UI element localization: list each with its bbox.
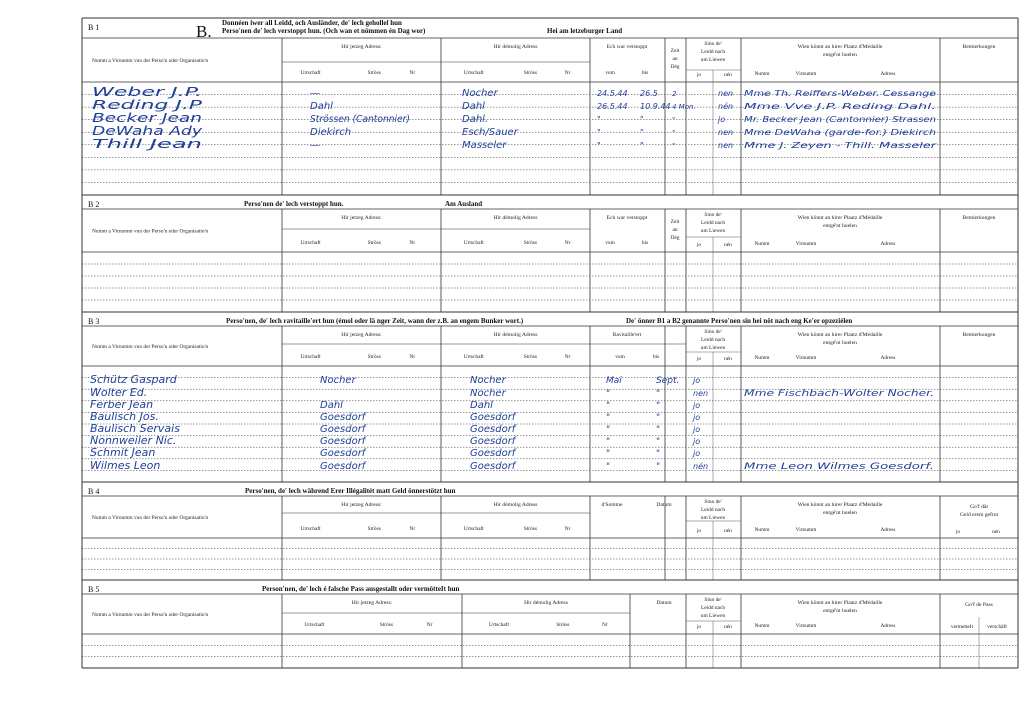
money-question-header-2: Geld erem gefrot	[959, 512, 999, 518]
alive-header: Sinn de'	[704, 499, 722, 505]
b1-former-locality-entry: Esch/Sauer	[462, 127, 518, 138]
to-header: bis	[641, 70, 649, 76]
section-title: Perso'nen, de' lech während Erer Illégalitét matt Geld önnerstötzt hun	[245, 487, 456, 495]
b1-to-entry: "	[640, 141, 644, 150]
number-header: Nr	[564, 240, 571, 246]
medal-address-header: Adress	[880, 623, 896, 629]
b1-current-locality-entry: Strössen (Cantonnier)	[310, 114, 410, 125]
alive-header: um Liewen	[700, 345, 726, 351]
b3-medal-entry: Mme Fischbach-Wolter Nocher.	[744, 389, 934, 399]
medal-header: Wien könnt an hirer Plaatz d'Médaille	[797, 332, 883, 338]
locality-header: Urtschaft	[463, 70, 484, 76]
days-header: Dég	[670, 235, 680, 241]
supplied-header: Ravitaille'ert	[612, 332, 642, 338]
b1-name-entry: Reding J.P	[92, 98, 204, 112]
remarks-header: Bemierkungen	[962, 44, 996, 50]
medal-name-header: Numm	[754, 241, 770, 247]
locality-header: Urtschaft	[300, 70, 321, 76]
b1-days-entry: "	[672, 116, 676, 124]
b3-alive-entry: nén	[693, 462, 709, 471]
current-address-header: Hir jetzeg Adress:	[341, 502, 382, 508]
b1-to-entry: 10.9.44	[640, 102, 671, 111]
medal-header-2: entgé'nt huelen	[823, 223, 857, 229]
b3-alive-entry: jo	[693, 437, 701, 446]
b3-to-entry: "	[656, 449, 661, 459]
section-title-line2: Perso'nen de' lech verstoppt hun. (Och wan et nömmen én Dag wor)	[222, 27, 426, 35]
b1-current-locality-entry: Diekirch	[310, 127, 352, 138]
b3-name-entry: Ferber Jean	[90, 398, 154, 411]
b3-to-entry: "	[656, 413, 661, 423]
b3-from-entry: "	[606, 462, 611, 472]
number-header: Nr	[409, 526, 416, 532]
medal-firstname-header: Virnumm	[795, 527, 817, 533]
b1-medal-entry: Mr. Becker Jean (Cantonnier) Strassen	[744, 115, 936, 124]
alive-header: um Liewen	[700, 228, 726, 234]
locality-header: Urtschaft	[463, 354, 484, 360]
b1-name-entry: DeWaha Ady	[92, 124, 204, 138]
b3-former-locality-entry: Goesdorf	[470, 436, 516, 447]
b3-former-locality-entry: Goesdorf	[470, 461, 516, 472]
b3-former-locality-entry: Goesdorf	[470, 412, 516, 423]
b3-to-entry: "	[656, 437, 661, 447]
street-header: Ströss	[523, 354, 537, 360]
b1-medal-entry: Mme Th. Reiffers-Weber. Cessange	[744, 89, 937, 98]
name-column-header: Numm a Virnumm vun der Perso'n oder Organisatio'n	[92, 344, 209, 350]
yes-header: jo	[696, 242, 702, 248]
b3-former-locality-entry: Nocher	[470, 388, 506, 399]
street-header: Ströss	[367, 354, 381, 360]
medal-header-2: entgé'nt huelen	[823, 52, 857, 58]
b3-to-entry: "	[656, 462, 661, 472]
to-header: bis	[641, 240, 649, 246]
date-header: Datum	[656, 502, 672, 508]
pass-made-header: verschäft	[987, 624, 1007, 630]
street-header: Ströss	[523, 526, 537, 532]
former-address-header: Hir démolig Adress	[493, 215, 538, 221]
section-title: Person'nen, de' lech é falsche Pass ausgestallt oder vermötteIt hun	[262, 585, 460, 593]
section-id: B 1	[88, 23, 100, 32]
name-column-header: Numm a Virnumm vun der Perso'n oder Organisatio'n	[92, 58, 209, 64]
b1-current-locality-entry: —	[310, 88, 320, 99]
b1-alive-entry: jo	[718, 115, 726, 124]
section-title: Perso'nen, de' lech ravitaille'ert hun (émol oder lä nger Zeit, wann der z.B. an engem Bunker wort.)	[226, 317, 524, 325]
street-header: Ströss	[523, 240, 537, 246]
yes-header: jo	[696, 528, 702, 534]
pass-question-header: Go'f de Pass	[965, 602, 993, 608]
locality-header: Urtschaft	[304, 622, 325, 628]
name-column-header: Numm a Virnumm vun der Perso'n oder Organisatio'n	[92, 612, 209, 618]
from-header: vum	[605, 240, 615, 246]
section-title: Perso'nen de' lech verstoppt hun.	[244, 200, 344, 208]
section-id: B 4	[88, 487, 100, 496]
current-address-header: Hir jetzeg Adress:	[341, 215, 382, 221]
street-header: Ströss	[367, 240, 381, 246]
no-header: nén	[724, 356, 732, 362]
b3-former-locality-entry: Goesdorf	[470, 448, 516, 459]
b1-from-entry: "	[597, 115, 601, 124]
locality-header: Urtschaft	[300, 526, 321, 532]
alive-header: Leidd nach	[700, 337, 726, 343]
b3-alive-entry: jo	[693, 413, 701, 422]
alive-header: um Liewen	[700, 57, 726, 63]
b1-to-entry: 26.5	[640, 89, 658, 98]
b1-from-entry: 24.5.44	[597, 89, 628, 98]
locality-header: Urtschaft	[463, 526, 484, 532]
locality-header: Urtschaft	[488, 622, 509, 628]
b1-former-locality-entry: Dahl.	[462, 114, 489, 125]
b3-name-entry: Wolter Ed.	[90, 386, 148, 399]
b1-from-entry: "	[597, 128, 601, 137]
remarks-header: Bemierkungen	[962, 215, 996, 221]
section-letter: B.	[196, 22, 212, 41]
current-address-header: Hir jetzeg Adress:	[341, 332, 382, 338]
pass-issued-header: vermetteIt	[950, 624, 974, 630]
former-address-header: Hir démolig Adress	[493, 332, 538, 338]
days-header: Zeit	[670, 48, 680, 54]
medal-header-2: entgé'nt huelen	[823, 510, 857, 516]
number-header: Nr	[564, 70, 571, 76]
section-id: B 3	[88, 317, 100, 326]
medal-header: Wien könnt an hirer Plaatz d'Médaille	[797, 502, 883, 508]
days-header: an	[672, 227, 678, 233]
hidden-header: Ech war verstoppt	[606, 215, 648, 221]
b1-name-entry: Thill Jean	[92, 137, 202, 151]
b1-from-entry: "	[597, 141, 601, 150]
b3-from-entry: "	[606, 413, 611, 423]
b3-from-entry: Mai	[606, 376, 622, 386]
alive-header: Leidd nach	[700, 507, 726, 513]
b1-medal-entry: Mme J. Zeyen - Thill. Masseler	[744, 141, 938, 150]
b3-alive-entry: jo	[693, 425, 701, 434]
medal-address-header: Adress	[880, 527, 896, 533]
number-header: Nr	[601, 622, 608, 628]
b3-name-entry: Nonnweiler Nic.	[90, 434, 177, 447]
b1-name-entry: Becker Jean	[92, 111, 202, 125]
remarks-header: Bemierkungen	[962, 332, 996, 338]
section-title-right: De' önner B1 a B2 genannte Perso'nen sin hei nöt nach eng Ke'er opzeziélen	[626, 317, 853, 325]
yes-header: jo	[696, 72, 702, 78]
to-header: bis	[652, 354, 660, 360]
days-header: an	[672, 56, 678, 62]
no-header: nén	[724, 72, 732, 78]
b3-current-locality-entry: Dahl	[320, 400, 343, 411]
section-id: B 5	[88, 585, 100, 594]
b3-current-locality-entry: Goesdorf	[320, 436, 366, 447]
b3-alive-entry: jo	[693, 449, 701, 458]
b3-former-locality-entry: Dahl	[470, 400, 493, 411]
street-header: Ströss	[379, 622, 393, 628]
alive-header: Sinn de'	[704, 329, 722, 335]
medal-header: Wien könnt an hirer Plaatz d'Médaille	[797, 600, 883, 606]
b3-from-entry: "	[606, 449, 611, 459]
alive-header: Sinn de'	[704, 597, 722, 603]
alive-header: Sinn de'	[704, 212, 722, 218]
b3-to-entry: "	[656, 401, 661, 411]
alive-header: Leidd nach	[700, 220, 726, 226]
medal-name-header: Numm	[754, 623, 770, 629]
b1-name-entry: Weber J.P.	[92, 85, 202, 99]
b3-current-locality-entry: Goesdorf	[320, 448, 366, 459]
number-header: Nr	[426, 622, 433, 628]
medal-firstname-header: Virnumm	[795, 623, 817, 629]
b3-alive-entry: jo	[693, 401, 701, 410]
medal-firstname-header: Virnumm	[795, 71, 817, 77]
b1-alive-entry: nén	[718, 102, 734, 111]
b3-name-entry: Schmit Jean	[90, 446, 156, 459]
b1-current-locality-entry: Dahl	[310, 101, 333, 112]
medal-name-header: Numm	[754, 527, 770, 533]
current-address-header: Hir jetzeg Adress:	[351, 600, 393, 606]
locality-header: Urtschaft	[300, 240, 321, 246]
no-header: nén	[724, 528, 732, 534]
b3-from-entry: "	[606, 437, 611, 447]
sum-header: d'Somme	[601, 502, 623, 508]
alive-header: Leidd nach	[700, 49, 726, 55]
locality-header: Urtschaft	[463, 240, 484, 246]
section-title-right: Hei am letzeburger Land	[547, 27, 623, 35]
medal-name-header: Numm	[754, 355, 770, 361]
b1-medal-entry: Mme Vve J.P. Reding Dahl.	[744, 102, 936, 111]
street-header: Ströss	[556, 622, 570, 628]
street-header: Ströss	[367, 70, 381, 76]
former-address-header: Hir démolig Adress	[524, 600, 568, 606]
medal-name-header: Numm	[754, 71, 770, 77]
b3-to-entry: "	[656, 389, 661, 399]
street-header: Ströss	[523, 70, 537, 76]
number-header: Nr	[564, 354, 571, 360]
name-column-header: Numm a Virnumm vun der Perso'n oder Organisatio'n	[92, 228, 209, 235]
medal-header-2: entgé'nt huelen	[823, 608, 857, 614]
alive-header: Leidd nach	[700, 605, 726, 611]
b1-days-entry: 2	[672, 90, 677, 98]
hidden-header: Ech war verstoppt	[606, 44, 648, 50]
b3-to-entry: "	[656, 425, 661, 435]
alive-header: um Liewen	[700, 613, 726, 619]
medal-firstname-header: Virnumm	[795, 355, 817, 361]
former-address-header: Hir démolig Adress	[493, 44, 538, 50]
b1-former-locality-entry: Dahl	[462, 101, 485, 112]
b1-days-entry: 4 Mon.	[672, 103, 696, 111]
b1-alive-entry: nen	[718, 128, 734, 137]
b1-days-entry: "	[672, 142, 676, 150]
number-header: Nr	[409, 240, 416, 246]
section-title-line1: Donnéen iwer all Leidd, och Ausländer, de' lech geholleſ hun	[222, 19, 402, 27]
days-header: Zeit	[670, 219, 680, 225]
from-header: vum	[615, 354, 625, 360]
name-column-header: Numm a Virnumm vun der Perso'n oder Organisatio'n	[92, 515, 209, 521]
b3-current-locality-entry: Goesdorf	[320, 412, 366, 423]
alive-header: Sinn de'	[704, 41, 722, 47]
b3-former-locality-entry: Nocher	[470, 375, 506, 386]
section-id: B 2	[88, 200, 100, 209]
b1-former-locality-entry: Masseler	[462, 140, 507, 151]
b3-from-entry: "	[606, 389, 611, 399]
section-title-right: Am Ausland	[445, 200, 483, 208]
alive-header: um Liewen	[700, 515, 726, 521]
days-header: Dég	[670, 64, 680, 70]
number-header: Nr	[409, 70, 416, 76]
b1-current-locality-entry: —	[310, 140, 320, 151]
former-address-header: Hir démolig Adress	[493, 502, 538, 508]
b3-current-locality-entry: Goesdorf	[320, 461, 366, 472]
b3-alive-entry: jo	[693, 376, 701, 385]
b3-to-entry: Sept.	[656, 376, 680, 386]
street-header: Ströss	[367, 526, 381, 532]
b1-alive-entry: nen	[718, 141, 734, 150]
yes-header: jo	[955, 529, 961, 535]
no-header: nén	[724, 242, 732, 248]
b3-former-locality-entry: Goesdorf	[470, 424, 516, 435]
b3-current-locality-entry: Nocher	[320, 375, 356, 386]
money-question-header: Go'f dät	[970, 504, 988, 510]
b3-name-entry: Baulisch Jos.	[90, 410, 159, 423]
b3-medal-entry: Mme Leon Wilmes Goesdorf.	[744, 462, 934, 472]
medal-address-header: Adress	[880, 71, 896, 77]
b1-medal-entry: Mme DeWaha (garde-for.) Diekirch	[744, 128, 936, 137]
b1-from-entry: 26.5.44	[597, 102, 628, 111]
b3-name-entry: Baulisch Servais	[90, 422, 180, 435]
no-header: nén	[992, 529, 1000, 535]
yes-header: jo	[696, 624, 702, 630]
b1-alive-entry: nen	[718, 89, 734, 98]
b1-to-entry: "	[640, 128, 644, 137]
medal-header: Wien könnt an hirer Plaatz d'Médaille	[797, 215, 883, 221]
current-address-header: Hir jetzeg Adress:	[341, 44, 382, 50]
number-header: Nr	[564, 526, 571, 532]
from-header: vum	[605, 70, 615, 76]
medal-address-header: Adress	[880, 241, 896, 247]
b1-to-entry: "	[640, 115, 644, 124]
medal-address-header: Adress	[880, 355, 896, 361]
b3-name-entry: Wilmes Leon	[90, 459, 161, 472]
number-header: Nr	[409, 354, 416, 360]
date-header: Datum	[656, 600, 672, 606]
b3-current-locality-entry: Goesdorf	[320, 424, 366, 435]
b3-from-entry: "	[606, 401, 611, 411]
no-header: nén	[724, 624, 732, 630]
medal-firstname-header: Virnumm	[795, 241, 817, 247]
b1-days-entry: "	[672, 129, 676, 137]
b1-former-locality-entry: Nocher	[462, 88, 498, 99]
medal-header: Wien könnt an hirer Plaatz d'Médaille	[797, 44, 883, 50]
locality-header: Urtschaft	[300, 354, 321, 360]
b3-from-entry: "	[606, 425, 611, 435]
medal-header-2: entgé'nt huelen	[823, 340, 857, 346]
b3-alive-entry: nen	[693, 389, 709, 398]
b3-name-entry: Schütz Gaspard	[90, 373, 177, 386]
yes-header: jo	[696, 356, 702, 362]
